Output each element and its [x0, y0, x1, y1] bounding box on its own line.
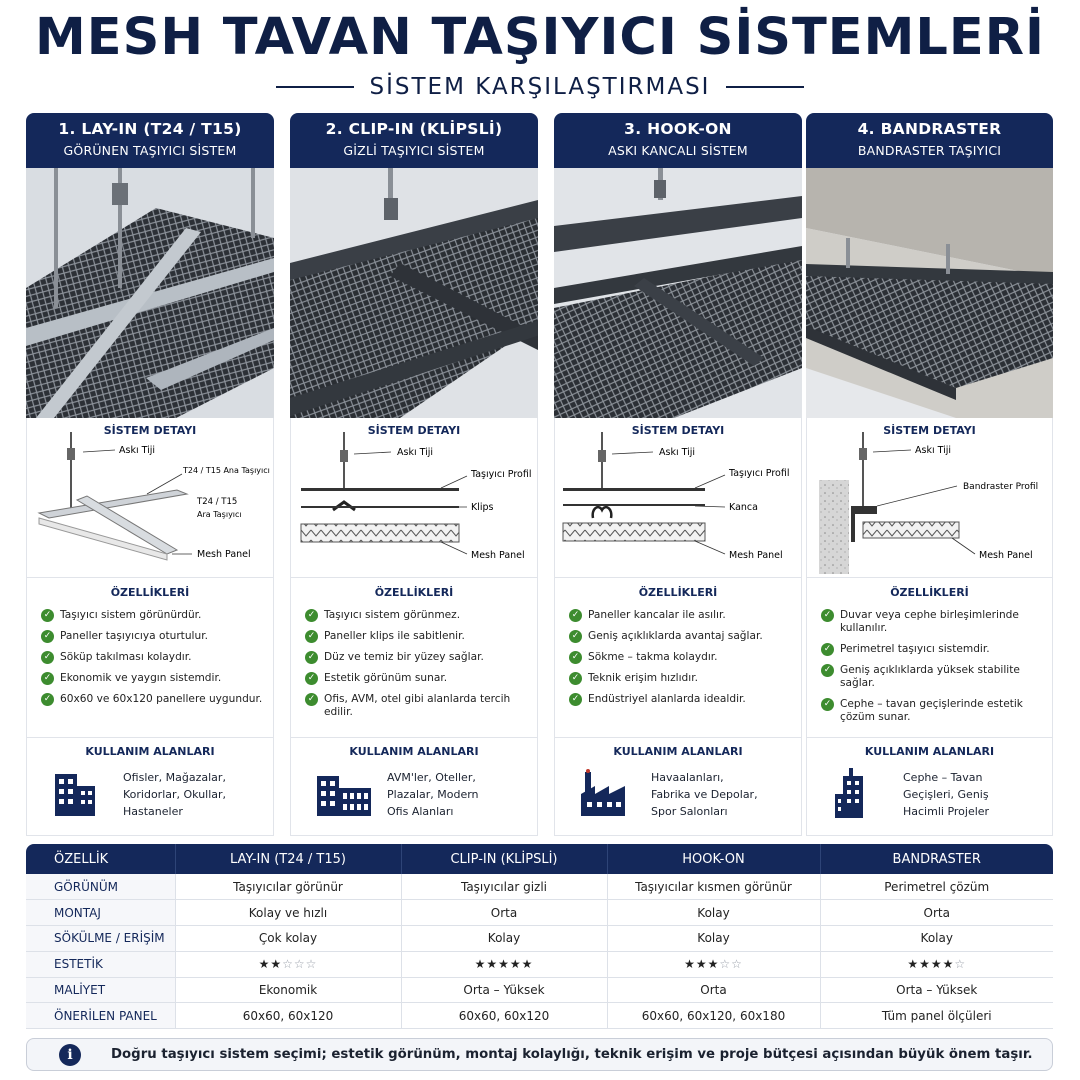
- row-label: ESTETİK: [26, 951, 175, 977]
- feature-item: ✓ Estetik görünüm sunar.: [305, 672, 537, 685]
- table-cell: Taşıyıcılar gizli: [401, 874, 607, 900]
- features-list: [555, 609, 801, 706]
- table-row: [26, 926, 1053, 952]
- star-rating: [175, 951, 401, 977]
- label-aski-tiji: Askı Tiji: [659, 447, 696, 458]
- table-row: [26, 900, 1053, 926]
- card-subtitle: ASKI KANCALI SİSTEM: [608, 143, 748, 158]
- star-filled-icon: ★: [684, 957, 696, 972]
- star-rating: [401, 951, 607, 977]
- row-label: ÖNERİLEN PANEL: [26, 1003, 175, 1029]
- star-filled-icon: ★: [907, 957, 920, 972]
- card-title: 1. LAY-IN (T24 / T15): [58, 120, 242, 138]
- card-title: 2. CLIP-IN (KLİPSLİ): [325, 120, 503, 138]
- star-filled-icon: ★: [942, 957, 955, 972]
- usage-text: Havaalanları, Fabrika ve Depolar, Spor Salonları: [651, 771, 758, 818]
- features-box: [554, 578, 802, 738]
- table-cell: 60x60, 60x120, 60x180: [607, 1003, 820, 1029]
- tower-building-icon: [831, 768, 881, 824]
- feature-item: ✓ Duvar veya cephe birleşimlerinde kullanılır.: [821, 609, 1044, 635]
- feature-item: ✓ Paneller kancalar ile asılır.: [569, 609, 801, 622]
- check-icon: ✓: [41, 651, 54, 664]
- system-card-clip-in: [290, 113, 538, 837]
- label-klips: Klips: [471, 502, 494, 513]
- check-icon: ✓: [305, 630, 318, 643]
- detail-title: SİSTEM DETAYI: [631, 424, 725, 437]
- feature-item: ✓ Ofis, AVM, otel gibi alanlarda tercih edilir.: [305, 693, 537, 719]
- check-icon: ✓: [41, 609, 54, 622]
- row-label: SÖKÜLME / ERİŞİM: [26, 926, 175, 952]
- features-box: [806, 578, 1053, 738]
- star-empty-icon: ☆: [954, 957, 967, 972]
- feature-item: ✓ Perimetrel taşıyıcı sistemdir.: [821, 643, 1044, 656]
- features-title: ÖZELLİKLERİ: [110, 586, 190, 599]
- label-mesh-panel: Mesh Panel: [471, 550, 525, 561]
- label-tasiyici-profil: Taşıyıcı Profil: [729, 468, 790, 479]
- usage-title: KULLANIM ALANLARI: [85, 745, 215, 758]
- table-header: CLIP-IN (KLİPSLİ): [401, 844, 607, 874]
- table-header: LAY-IN (T24 / T15): [175, 844, 401, 874]
- hook-on-diagram: [555, 418, 803, 578]
- system-photo: [290, 168, 538, 418]
- detail-title: SİSTEM DETAYI: [103, 424, 197, 437]
- check-icon: ✓: [821, 643, 834, 656]
- features-title: ÖZELLİKLERİ: [890, 586, 969, 599]
- check-icon: ✓: [569, 651, 582, 664]
- bandraster-diagram: [807, 418, 1054, 578]
- label-kanca: Kanca: [729, 502, 758, 513]
- system-detail: [554, 418, 802, 578]
- usage-text: Cephe – Tavan Geçişleri, Geniş Hacimli Projeler: [903, 771, 990, 818]
- card-subtitle: BANDRASTER TAŞIYICI: [857, 143, 1002, 158]
- star-filled-icon: ★: [521, 957, 534, 972]
- star-filled-icon: ★: [930, 957, 943, 972]
- table-cell: Orta – Yüksek: [820, 977, 1053, 1003]
- card-subtitle: GİZLİ TAŞIYICI SİSTEM: [343, 143, 485, 158]
- features-title: ÖZELLİKLERİ: [374, 586, 454, 599]
- features-list: [291, 609, 537, 719]
- clip-in-diagram: [291, 418, 547, 578]
- check-icon: ✓: [569, 693, 582, 706]
- features-list: [27, 609, 273, 706]
- check-icon: ✓: [569, 630, 582, 643]
- feature-item: ✓ Düz ve temiz bir yüzey sağlar.: [305, 651, 537, 664]
- table-row: [26, 1003, 1053, 1029]
- check-icon: ✓: [305, 651, 318, 664]
- star-empty-icon: ☆: [719, 957, 732, 972]
- table-cell: Kolay: [820, 926, 1053, 952]
- footer-note: [26, 1038, 1053, 1071]
- star-rating: [820, 951, 1053, 977]
- usage-title: KULLANIM ALANLARI: [613, 745, 743, 758]
- table-header: HOOK-ON: [607, 844, 820, 874]
- office-building-icon: [51, 768, 101, 822]
- feature-item: ✓ Geniş açıklıklarda avantaj sağlar.: [569, 630, 801, 643]
- feature-item: ✓ Paneller taşıyıcıya oturtulur.: [41, 630, 273, 643]
- feature-item: ✓ Söküp takılması kolaydır.: [41, 651, 273, 664]
- table-header-row: [26, 844, 1053, 874]
- check-icon: ✓: [821, 664, 834, 677]
- detail-title: SİSTEM DETAYI: [367, 424, 461, 437]
- features-box: [26, 578, 274, 738]
- table-cell: Taşıyıcılar görünür: [175, 874, 401, 900]
- usage-text: Ofisler, Mağazalar, Koridorlar, Okullar, Hastaneler: [123, 771, 227, 818]
- label-mesh-panel: Mesh Panel: [979, 550, 1033, 561]
- footer-note-text: Doğru taşıyıcı sistem seçimi; estetik görünüm, montaj kolaylığı, teknik erişim ve proje bütçesi açısından büyük önem taşır.: [111, 1047, 1033, 1062]
- system-detail: [26, 418, 274, 578]
- check-icon: ✓: [41, 672, 54, 685]
- star-filled-icon: ★: [695, 957, 708, 972]
- system-detail: [806, 418, 1053, 578]
- page-subtitle: SİSTEM KARŞILAŞTIRMASI: [369, 74, 711, 100]
- table-cell: Çok kolay: [175, 926, 401, 952]
- star-filled-icon: ★: [486, 957, 499, 972]
- star-filled-icon: ★: [258, 957, 271, 972]
- usage-box: [290, 738, 538, 836]
- system-photo: [26, 168, 274, 418]
- star-empty-icon: ☆: [731, 957, 743, 972]
- table-cell: Orta: [820, 900, 1053, 926]
- mall-building-icon: [315, 768, 375, 822]
- row-label: MONTAJ: [26, 900, 175, 926]
- system-photo: [554, 168, 802, 418]
- divider-right: [726, 86, 804, 88]
- check-icon: ✓: [569, 609, 582, 622]
- check-icon: ✓: [305, 693, 318, 706]
- row-label: MALİYET: [26, 977, 175, 1003]
- star-filled-icon: ★: [919, 957, 931, 972]
- label-aski-tiji: Askı Tiji: [119, 445, 156, 456]
- table-cell: Perimetrel çözüm: [820, 874, 1053, 900]
- subtitle-row: [0, 72, 1080, 102]
- check-icon: ✓: [41, 630, 54, 643]
- usage-box: [806, 738, 1053, 836]
- table-cell: Orta: [401, 900, 607, 926]
- label-ara-tasiyici: Ara Taşıyıcı: [197, 510, 242, 519]
- table-header: ÖZELLİK: [26, 844, 175, 874]
- table-row: [26, 977, 1053, 1003]
- table-header: BANDRASTER: [820, 844, 1053, 874]
- feature-item: ✓ Endüstriyel alanlarda idealdir.: [569, 693, 801, 706]
- star-filled-icon: ★: [509, 957, 522, 972]
- star-filled-icon: ★: [270, 957, 283, 972]
- check-icon: ✓: [305, 672, 318, 685]
- label-ana-tasiyici: T24 / T15 Ana Taşıyıcı: [183, 466, 270, 475]
- table-row: [26, 951, 1053, 977]
- divider-left: [276, 86, 354, 88]
- star-empty-icon: ☆: [305, 957, 318, 972]
- table-cell: Kolay: [607, 926, 820, 952]
- table-cell: Orta: [607, 977, 820, 1003]
- label-aski-tiji: Askı Tiji: [915, 445, 952, 456]
- page-title: MESH TAVAN TAŞIYICI SİSTEMLERİ: [35, 8, 1045, 67]
- star-empty-icon: ☆: [282, 957, 294, 972]
- table-cell: Ekonomik: [175, 977, 401, 1003]
- feature-item: ✓ Taşıyıcı sistem görünürdür.: [41, 609, 273, 622]
- label-t24: T24 / T15: [197, 497, 238, 507]
- info-icon: i: [59, 1044, 81, 1066]
- factory-icon: [579, 768, 629, 822]
- check-icon: ✓: [41, 693, 54, 706]
- usage-title: KULLANIM ALANLARI: [864, 745, 995, 758]
- feature-item: ✓ Teknik erişim hızlıdır.: [569, 672, 801, 685]
- label-tasiyici-profil: Taşıyıcı Profil: [471, 469, 532, 480]
- feature-item: ✓ Cephe – tavan geçişlerinde estetik çözüm sunar.: [821, 698, 1044, 724]
- card-title: 4. BANDRASTER: [857, 120, 1002, 138]
- feature-item: ✓ Sökme – takma kolaydır.: [569, 651, 801, 664]
- table-cell: Kolay: [607, 900, 820, 926]
- check-icon: ✓: [305, 609, 318, 622]
- system-card-hook-on: [554, 113, 802, 837]
- star-rating: [607, 951, 820, 977]
- system-card-lay-in: [26, 113, 274, 837]
- feature-item: ✓ Geniş açıklıklarda yüksek stabilite sağlar.: [821, 664, 1044, 690]
- lay-in-diagram: [27, 418, 275, 578]
- table-cell: 60x60, 60x120: [401, 1003, 607, 1029]
- features-list: [807, 609, 1052, 724]
- usage-box: [26, 738, 274, 836]
- table-cell: 60x60, 60x120: [175, 1003, 401, 1029]
- feature-item: ✓ 60x60 ve 60x120 panellere uygundur.: [41, 693, 273, 706]
- check-icon: ✓: [821, 609, 834, 622]
- table-cell: Taşıyıcılar kısmen görünür: [607, 874, 820, 900]
- usage-box: [554, 738, 802, 836]
- label-mesh-panel: Mesh Panel: [729, 550, 783, 561]
- table-cell: Tüm panel ölçüleri: [820, 1003, 1053, 1029]
- star-filled-icon: ★: [474, 957, 487, 972]
- label-mesh-panel: Mesh Panel: [197, 549, 251, 560]
- star-empty-icon: ☆: [293, 957, 306, 972]
- system-card-bandraster: [806, 113, 1053, 837]
- feature-item: ✓ Paneller klips ile sabitlenir.: [305, 630, 537, 643]
- card-title: 3. HOOK-ON: [624, 120, 732, 138]
- table-cell: Orta – Yüksek: [401, 977, 607, 1003]
- feature-item: ✓ Taşıyıcı sistem görünmez.: [305, 609, 537, 622]
- star-filled-icon: ★: [707, 957, 720, 972]
- check-icon: ✓: [821, 698, 834, 711]
- system-detail: [290, 418, 538, 578]
- usage-title: KULLANIM ALANLARI: [349, 745, 479, 758]
- label-bandraster-profil: Bandraster Profil: [963, 482, 1039, 492]
- table-row: [26, 874, 1053, 900]
- comparison-table: [26, 844, 1053, 1029]
- label-aski-tiji: Askı Tiji: [397, 447, 434, 458]
- table-cell: Kolay ve hızlı: [175, 900, 401, 926]
- star-filled-icon: ★: [498, 957, 510, 972]
- card-header: [806, 113, 1053, 168]
- card-subtitle: GÖRÜNEN TAŞIYICI SİSTEM: [63, 143, 237, 158]
- row-label: GÖRÜNÜM: [26, 874, 175, 900]
- feature-item: ✓ Ekonomik ve yaygın sistemdir.: [41, 672, 273, 685]
- detail-title: SİSTEM DETAYI: [883, 424, 976, 437]
- system-photo: [806, 168, 1053, 418]
- usage-text: AVM'ler, Oteller, Plazalar, Modern Ofis Alanları: [387, 771, 479, 818]
- card-header: [290, 113, 538, 168]
- features-title: ÖZELLİKLERİ: [638, 586, 718, 599]
- card-header: [26, 113, 274, 168]
- features-box: [290, 578, 538, 738]
- card-header: [554, 113, 802, 168]
- check-icon: ✓: [569, 672, 582, 685]
- table-cell: Kolay: [401, 926, 607, 952]
